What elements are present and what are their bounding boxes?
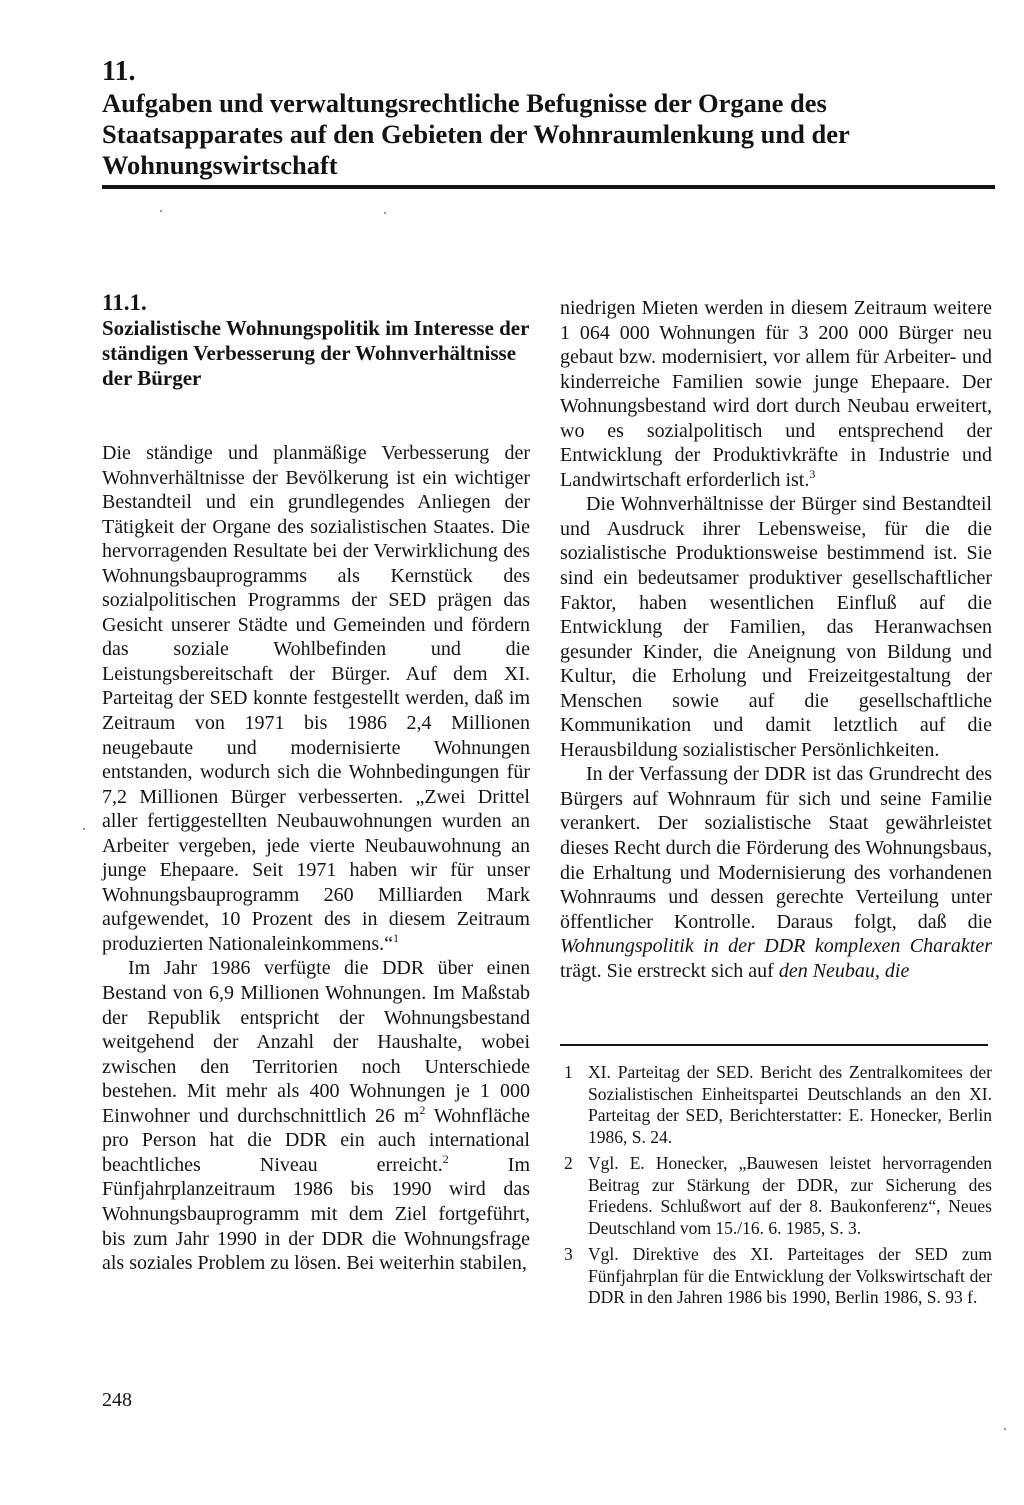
paragraph-4-emphasis-2: den Neubau, die	[778, 959, 910, 982]
scan-speck	[160, 210, 162, 212]
chapter-rule	[102, 185, 995, 189]
footnote-number: 1	[564, 1062, 573, 1082]
page-number: 248	[102, 1389, 132, 1411]
paragraph-4-part-a: In der Verfassung der DDR ist das Grundrecht des Bürgers auf Wohnraum für sich und seine Familie verankert. Der sozialistische Staat gewährleistet dieses Recht durch die Förderung des Wohnungsbaus, die Erhaltung und Modernisierung des vorhandenen Wohnraums und dessen gerechte Verteilung unter öffentlicher Kontrolle. Daraus folgt, daß die	[560, 763, 992, 933]
paragraph-4	[560, 762, 992, 983]
paragraph-2-part-a: Im Jahr 1986 verfügte die DDR über einen Bestand von 6,9 Millionen Wohnungen. Im Maßstab der Republik entspricht der Wohnungsbestand weitgehend der Anzahl der Haushalte, wobei zwischen den Territorien noch Unterschiede bestehen. Mit mehr als 400 Wohnungen je 1 000 Einwohner und durchschnittlich 26 m	[102, 957, 530, 1127]
right-column	[560, 296, 992, 983]
footnote-text: Vgl. Direktive des XI. Parteitages der SED zum Fünfjahrplan für die Entwicklung der Volkswirtschaft der DDR in den Jahren 1986 bis 1990, Berlin 1986, S. 93 f.	[588, 1244, 992, 1307]
paragraph-2-continued	[560, 296, 992, 492]
paragraph-4-part-b: trägt. Sie erstreckt sich auf	[560, 959, 779, 982]
section-title: Sozialistische Wohnungspolitik im Interesse der ständigen Verbesserung der Wohnverhältnisse der Bürger	[102, 316, 530, 390]
paragraph-4-emphasis-1: Wohnungspolitik in der DDR komplexen Charakter	[560, 935, 992, 958]
footnote-number: 2	[564, 1153, 573, 1173]
scan-speck	[384, 212, 386, 214]
footnote-rule	[560, 1044, 988, 1046]
left-column	[102, 290, 530, 1276]
footnote-text: XI. Parteitag der SED. Bericht des Zentralkomitees der Sozialistischen Einheitspartei Deutschlands an den XI. Parteitag der SED, Berichterstatter: E. Honecker, Berlin 1986, S. 24.	[588, 1062, 992, 1147]
footnote-ref-1: 1	[393, 930, 400, 945]
footnotes	[560, 1062, 992, 1314]
paragraph-2-part-c: Im Fünfjahrplanzeitraum 1986 bis 1990 wird das Wohnungsbauprogramm mit dem Ziel fortgeführt, bis zum Jahr 1990 in der DDR die Wohnungsfrage als soziales Problem zu lösen. Bei weiterhin stabilen,	[102, 1153, 531, 1275]
paragraph-2	[102, 956, 530, 1275]
paragraph-3: Die Wohnverhältnisse der Bürger sind Bestandteil und Ausdruck ihrer Lebensweise, für die die sozialistische Produktionsweise bestimmend ist. Sie sind ein bedeutsamer produktiver gesellschaftlicher Faktor, haben wesentlichen Einfluß auf die Entwicklung der Familien, das Heranwachsen gesunder Kinder, die Aneignung von Bildung und Kultur, die Erholung und Freizeitgestaltung der Menschen sowie auf die gesellschaftliche Kommunikation und damit letztlich auf die Herausbildung sozialistischer Persönlichkeiten.	[560, 493, 992, 761]
scan-speck	[1004, 1428, 1006, 1430]
paragraph-2-continued-text: niedrigen Mieten werden in diesem Zeitraum weitere 1 064 000 Wohnungen für 3 200 000 Bürger neu gebaut bzw. modernisiert, vor allem für Arbeiter- und kinderreiche Familien sowie junge Ehepaare. Der Wohnungsbestand wird dort durch Neubau erweitert, wo es sozialpolitisch und entsprechend der Entwicklung der Produktivkräfte in Industrie und Landwirtschaft erforderlich ist.	[560, 297, 992, 491]
chapter-title: Aufgaben und verwaltungsrechtliche Befugnisse der Organe des Staatsapparates auf den Gebieten der Wohnraumlenkung und der Wohnungswirtschaft	[102, 88, 850, 180]
footnote-2	[560, 1153, 992, 1239]
footnote-ref-2: 2	[442, 1151, 449, 1166]
superscript-square: 2	[419, 1102, 426, 1117]
scan-speck	[83, 828, 85, 830]
paragraph-1-text: Die ständige und planmäßige Verbesserung der Wohnverhältnisse der Bevölkerung ist ein wichtiger Bestandteil und ein grundlegendes Anliegen der Tätigkeit der Organe des sozialistischen Staates. Die hervorragenden Resultate bei der Verwirklichung des Wohnungsbauprogramms als Kernstück des sozialpolitischen Programms der SED prägen das Gesicht unserer Städte und Gemeinden und fördern das soziale Wohlbefinden und die Leistungsbereitschaft der Bürger. Auf dem XI. Parteitag der SED konnte festgestellt werden, daß im Zeitraum von 1971 bis 1986 2,4 Millionen neugebaute und modernisierte Wohnungen entstanden, wodurch sich die Wohnbedingungen für 7,2 Millionen Bürger verbesserten. „Zwei Drittel aller fertiggestellten Neubauwohnungen wurden an Arbeiter vergeben, jede vierte Neubauwohnung an junge Ehepaare. Seit 1971 haben wir für unser Wohnungsbauprogramm 260 Milliarden Mark aufgewendet, 10 Prozent des in diesem Zeitraum produzierten Nationaleinkommens.“	[102, 442, 530, 955]
footnote-1	[560, 1062, 992, 1148]
footnote-ref-3: 3	[809, 466, 816, 481]
section-number: 11.1.	[102, 290, 147, 315]
chapter-number: 11.	[102, 56, 136, 87]
footnote-number: 3	[564, 1244, 573, 1264]
footnote-3	[560, 1244, 992, 1309]
paragraph-1	[102, 441, 530, 956]
footnote-text: Vgl. E. Honecker, „Bauwesen leistet hervorragenden Beitrag zur Stärkung der DDR, zur Sicherung des Friedens. Schlußwort auf der 8. Baukonferenz“, Neues Deutschland vom 15./16. 6. 1985, S. 3.	[588, 1153, 992, 1238]
paragraph-2-part-b: Wohnfläche pro Person hat die DDR ein auch international beachtliches Niveau erreicht.	[102, 1104, 530, 1176]
